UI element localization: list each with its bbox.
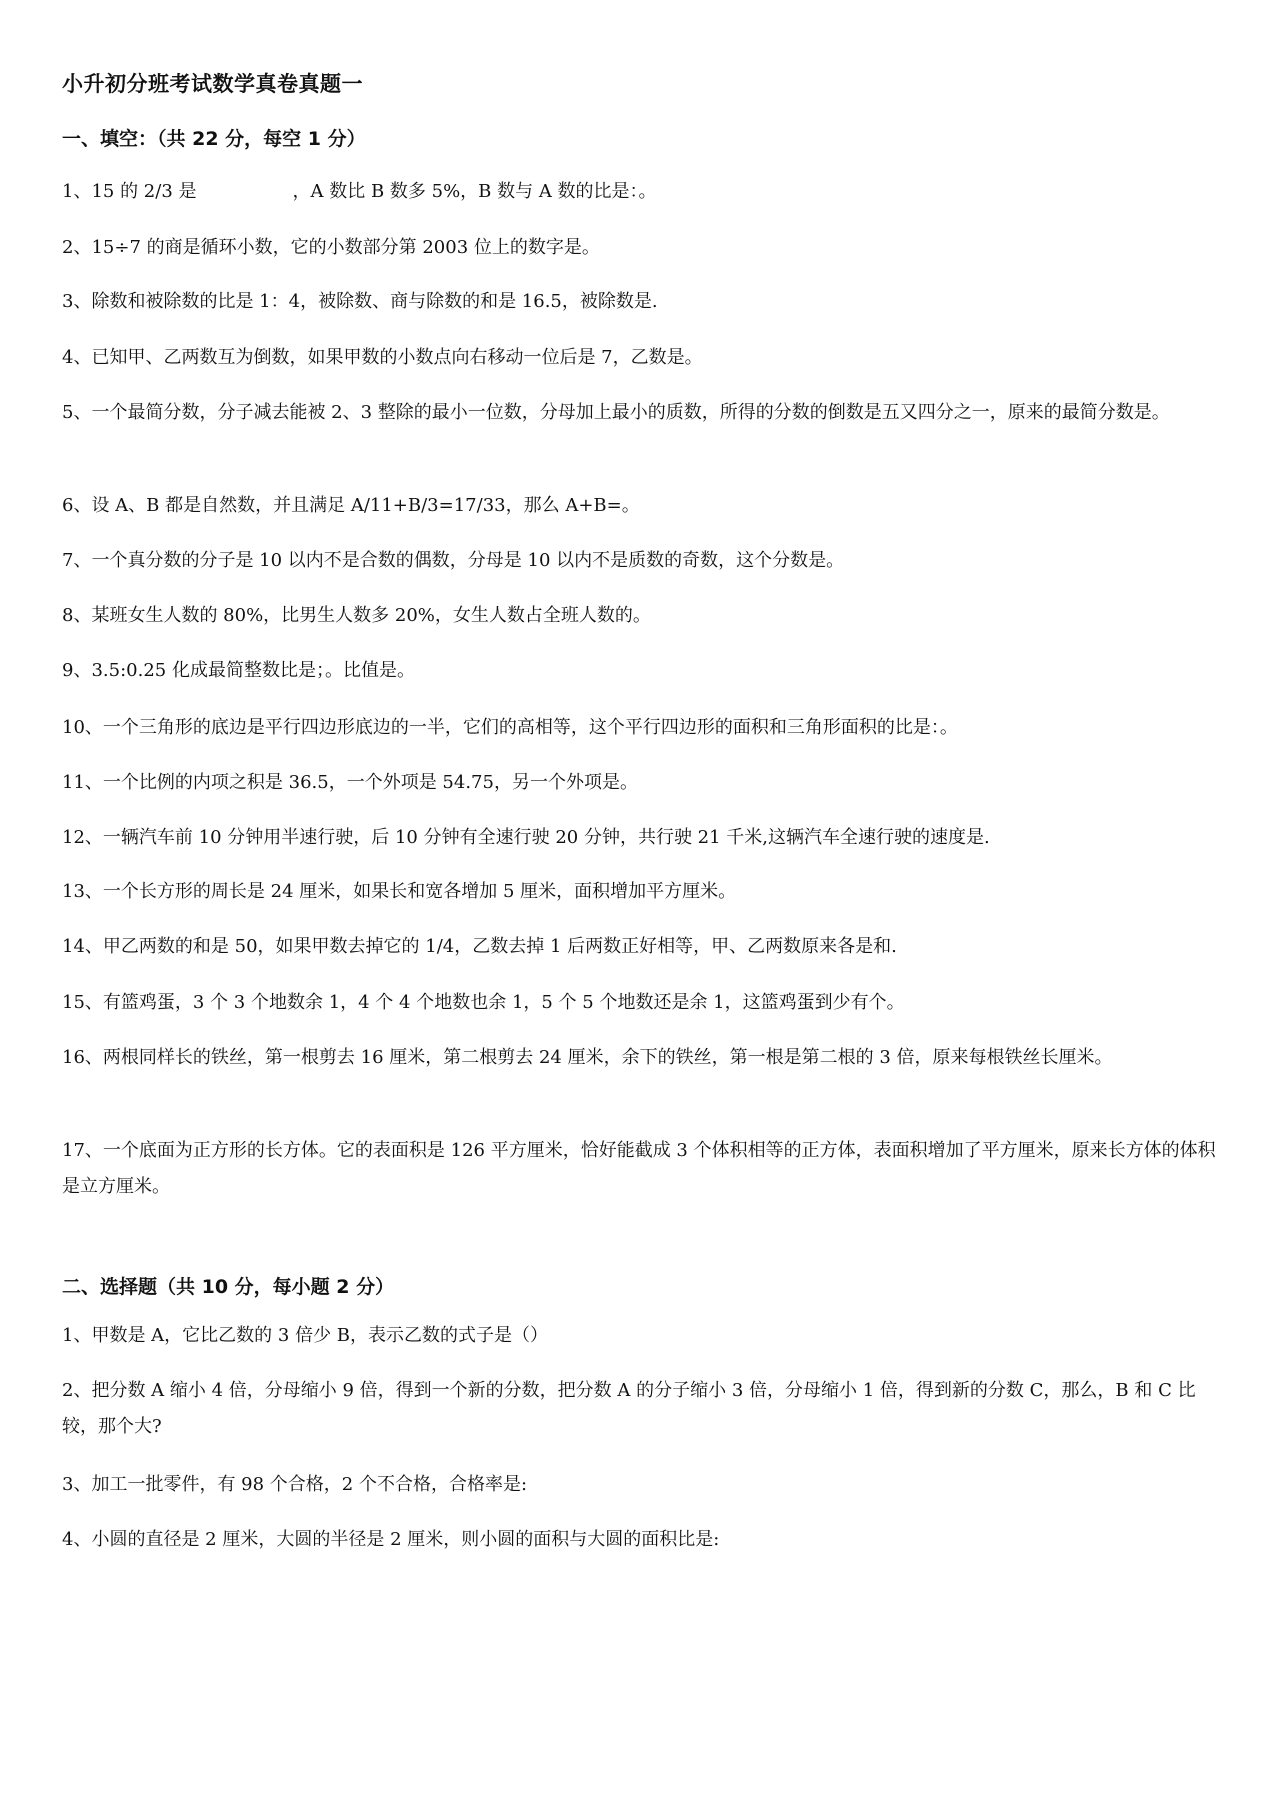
- s2-question-4: [62, 1522, 1222, 1558]
- question-number: 1、: [62, 181, 92, 202]
- question-text: 一辆汽车前 10 分钟用半速行驶，后 10 分钟有全速行驶 20 分钟，共行驶 21 千米,这辆汽车全速行驶的速度是.: [102, 827, 990, 848]
- s1-question-1: [62, 174, 1222, 210]
- question-number: 5、: [62, 402, 92, 423]
- question-text: 把分数 A 缩小 4 倍，分母缩小 9 倍，得到一个新的分数，把分数 A 的分子缩小 3 倍，分母缩小 1 倍，得到新的分数 C，那么，B 和 C 比较，那个大?: [62, 1380, 1196, 1437]
- question-number: 17、: [62, 1140, 103, 1161]
- question-number: 9、: [62, 660, 92, 681]
- s1-question-4: [62, 340, 1222, 376]
- s1-question-15: [62, 985, 1222, 1021]
- s2-question-3: [62, 1467, 1222, 1503]
- question-text: 一个比例的内项之积是 36.5，一个外项是 54.75，另一个外项是。: [102, 772, 638, 793]
- question-text: 已知甲、乙两数互为倒数，如果甲数的小数点向右移动一位后是 7，乙数是。: [91, 347, 703, 368]
- question-number: 4、: [62, 347, 92, 368]
- s1-question-2: [62, 230, 1222, 266]
- question-text: 除数和被除数的比是 1：4，被除数、商与除数的和是 16.5，被除数是.: [91, 291, 658, 312]
- s2-question-1: [62, 1318, 1222, 1354]
- s1-question-7: [62, 543, 1222, 579]
- question-text: 小圆的直径是 2 厘米，大圆的半径是 2 厘米，则小圆的面积与大圆的面积比是:: [91, 1529, 720, 1550]
- s1-question-10: [62, 710, 1222, 746]
- question-text-pre: 15 的 2/3 是: [91, 181, 197, 202]
- question-number: 1、: [62, 1325, 92, 1346]
- s1-question-5: [62, 395, 1222, 431]
- section1-heading: 一、填空：（共 22 分，每空 1 分）: [62, 128, 366, 150]
- question-number: 8、: [62, 605, 92, 626]
- question-number: 15、: [62, 992, 103, 1013]
- question-number: 10、: [62, 717, 103, 738]
- s1-question-13: [62, 874, 1222, 910]
- s1-question-3: [62, 284, 1222, 320]
- question-text: 15÷7 的商是循环小数，它的小数部分第 2003 位上的数字是。: [91, 237, 600, 258]
- question-text: 某班女生人数的 80%，比男生人数多 20%，女生人数占全班人数的。: [91, 605, 651, 626]
- question-text: 甲数是 A，它比乙数的 3 倍少 B，表示乙数的式子是（）: [91, 1325, 549, 1346]
- s1-question-9: [62, 653, 1222, 689]
- question-number: 3、: [62, 291, 92, 312]
- section2-heading: 二、选择题（共 10 分，每小题 2 分）: [62, 1276, 395, 1298]
- question-text: 设 A、B 都是自然数，并且满足 A/11+B/3=17/33，那么 A+B=。: [91, 495, 640, 516]
- s1-question-11: [62, 765, 1222, 801]
- s1-question-8: [62, 598, 1222, 634]
- question-number: 2、: [62, 1380, 92, 1401]
- s1-question-16: [62, 1040, 1222, 1076]
- question-text: 加工一批零件，有 98 个合格，2 个不合格，合格率是:: [91, 1474, 528, 1495]
- question-number: 11、: [62, 772, 103, 793]
- question-number: 14、: [62, 936, 103, 957]
- question-number: 7、: [62, 550, 92, 571]
- question-text: 一个长方形的周长是 24 厘米，如果长和宽各增加 5 厘米，面积增加平方厘米。: [102, 881, 737, 902]
- question-number: 2、: [62, 237, 92, 258]
- question-text: 3.5:0.25 化成最简整数比是；。比值是。: [91, 660, 415, 681]
- question-text: 一个三角形的底边是平行四边形底边的一半，它们的高相等，这个平行四边形的面积和三角形面积的比是：。: [102, 717, 958, 738]
- question-text: 有篮鸡蛋，3 个 3 个地数余 1，4 个 4 个地数也余 1，5 个 5 个地数还是余 1，这篮鸡蛋到少有个。: [102, 992, 905, 1013]
- question-text: 一个真分数的分子是 10 以内不是合数的偶数，分母是 10 以内不是质数的奇数，这个分数是。: [91, 550, 845, 571]
- page-title: 小升初分班考试数学真卷真题一: [62, 72, 363, 96]
- question-text-post: ，A 数比 B 数多 5%，B 数与 A 数的比是：。: [292, 181, 657, 202]
- question-number: 4、: [62, 1529, 92, 1550]
- s1-question-14: [62, 929, 1222, 965]
- question-text: 一个最简分数，分子减去能被 2、3 整除的最小一位数，分母加上最小的质数，所得的分数的倒数是五又四分之一，原来的最简分数是。: [91, 402, 1170, 423]
- question-number: 13、: [62, 881, 103, 902]
- question-number: 16、: [62, 1047, 103, 1068]
- question-number: 3、: [62, 1474, 92, 1495]
- s2-question-2: [62, 1373, 1222, 1445]
- s1-question-12: [62, 820, 1222, 856]
- question-number: 6、: [62, 495, 92, 516]
- question-text: 两根同样长的铁丝，第一根剪去 16 厘米，第二根剪去 24 厘米，余下的铁丝，第一根是第二根的 3 倍，原来每根铁丝长厘米。: [102, 1047, 1113, 1068]
- question-number: 12、: [62, 827, 103, 848]
- s1-question-6: [62, 488, 1222, 524]
- s1-question-17: [62, 1133, 1222, 1205]
- question-text: 甲乙两数的和是 50，如果甲数去掉它的 1/4，乙数去掉 1 后两数正好相等，甲、乙两数原来各是和.: [102, 936, 897, 957]
- question-text: 一个底面为正方形的长方体。它的表面积是 126 平方厘米，恰好能截成 3 个体积相等的正方体，表面积增加了平方厘米，原来长方体的体积是立方厘米。: [62, 1140, 1216, 1197]
